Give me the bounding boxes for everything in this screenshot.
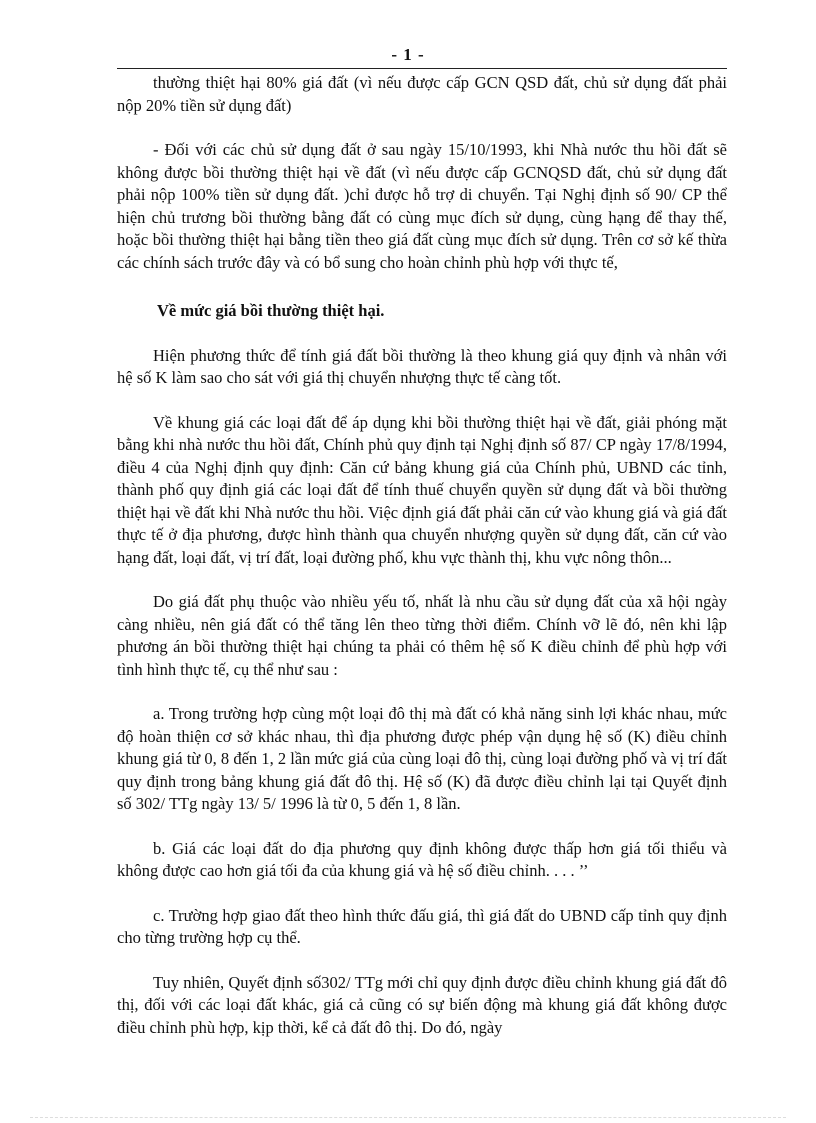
section-heading: Về mức giá bồi thường thiệt hại.	[157, 301, 385, 320]
document-body	[117, 72, 727, 1039]
paragraph-continuation: thường thiệt hại 80% giá đất (vì nếu được cấp GCN QSD đất, chủ sử dụng đất phải nộp 20% tiền sử dụng đất)	[117, 73, 727, 115]
paragraph-item-c: c. Trường hợp giao đất theo hình thức đấu giá, thì giá đất do UBND cấp tỉnh quy định cho từng trường hợp cụ thể.	[117, 905, 727, 947]
paragraph-price-frame: Về khung giá các loại đất để áp dụng khi bồi thường thiệt hại về đất, giải phóng mặt bằng khi nhà nước thu hồi đất, Chính phủ quy định tại Nghị định số 87/ CP ngày 17/8/1994, điều 4 của Nghị định quy định: Căn cứ bảng khung giá của Chính phủ, UBND các tỉnh, thành phố quy định giá các loại đất để tính thuế chuyển quyền sử dụng đất và bồi thường thiệt hại về đất khi Nhà nước thu hồi. Việc định giá đất phải căn cứ vào khung giá và giá đất thực tế ở địa phương, được hình thành qua chuyển nhượng quyền sử dụng đất, căn cứ vào hạng đất, loại đất, vị trí đất, loại đường phố, khu vực thành thị, khu vực nông thôn...	[117, 412, 727, 567]
page-bottom-edge	[30, 1117, 786, 1118]
paragraph-item-a: a. Trong trường hợp cùng một loại đô thị mà đất có khả năng sinh lợi khác nhau, mức độ hoàn thiện cơ sở khác nhau, thì địa phương được phép vận dụng hệ số (K) điều chỉnh khung giá từ 0, 8 đến 1, 2 lần mức giá của cùng loại đô thị, cùng loại đường phố và vị trí đất quy định trong bảng khung giá đất đô thị. Hệ số (K) đã được điều chỉnh lại tại Quyết định số 302/ TTg ngày 13/ 5/ 1996 là từ 0, 5 đến 1, 8 lần.	[117, 704, 727, 813]
paragraph-method: Hiện phương thức để tính giá đất bồi thường là theo khung giá quy định và nhân với hệ số K làm sao cho sát với giá thị chuyển nhượng thực tế càng tốt.	[117, 345, 727, 387]
paragraph-k-coefficient: Do giá đất phụ thuộc vào nhiều yếu tố, nhất là nhu cầu sử dụng đất của xã hội ngày càng nhiều, nên giá đất có thể tăng lên theo từng thời điểm. Chính vỡ lẽ đó, nên khi lập phương án bồi thường thiệt hại chúng ta phải có thêm hệ số K điều chỉnh để phù hợp với tình hình thực tế, cụ thể như sau :	[117, 592, 727, 679]
header-rule	[117, 68, 727, 69]
paragraph-item-b: b. Giá các loại đất do địa phương quy định không được thấp hơn giá tối thiểu và không được cao hơn giá tối đa của khung giá và hệ số điều chỉnh. . . . ’’	[117, 838, 727, 880]
paragraph-after-1993: - Đối với các chủ sử dụng đất ở sau ngày 15/10/1993, khi Nhà nước thu hồi đất sẽ không được bồi thường thiệt hại về đất (vì nếu được cấp GCNQSD đất, chủ sử dụng đất phải nộp 100% tiền sử dụng đất. )chỉ được hỗ trợ di chuyển. Tại Nghị định số 90/ CP thể hiện chủ trương bồi thường bằng đất có cùng mục đích sử dụng, cùng hạng để thay thế, hoặc bồi thường thiệt hại bằng tiền theo giá đất cùng mục đích sử dụng. Trên cơ sở kế thừa các chính sách trước đây và có bổ sung cho hoàn chỉnh phù hợp với thực tế,	[117, 140, 727, 272]
page-number: - 1 -	[391, 45, 425, 64]
paragraph-however: Tuy nhiên, Quyết định số302/ TTg mới chỉ quy định được điều chỉnh khung giá đất đô thị, đối với các loại đất khác, giá cả cũng có sự biến động mà khung giá đất không được điều chỉnh phù hợp, kịp thời, kể cả đất đô thị. Do đó, ngày	[117, 972, 727, 1037]
